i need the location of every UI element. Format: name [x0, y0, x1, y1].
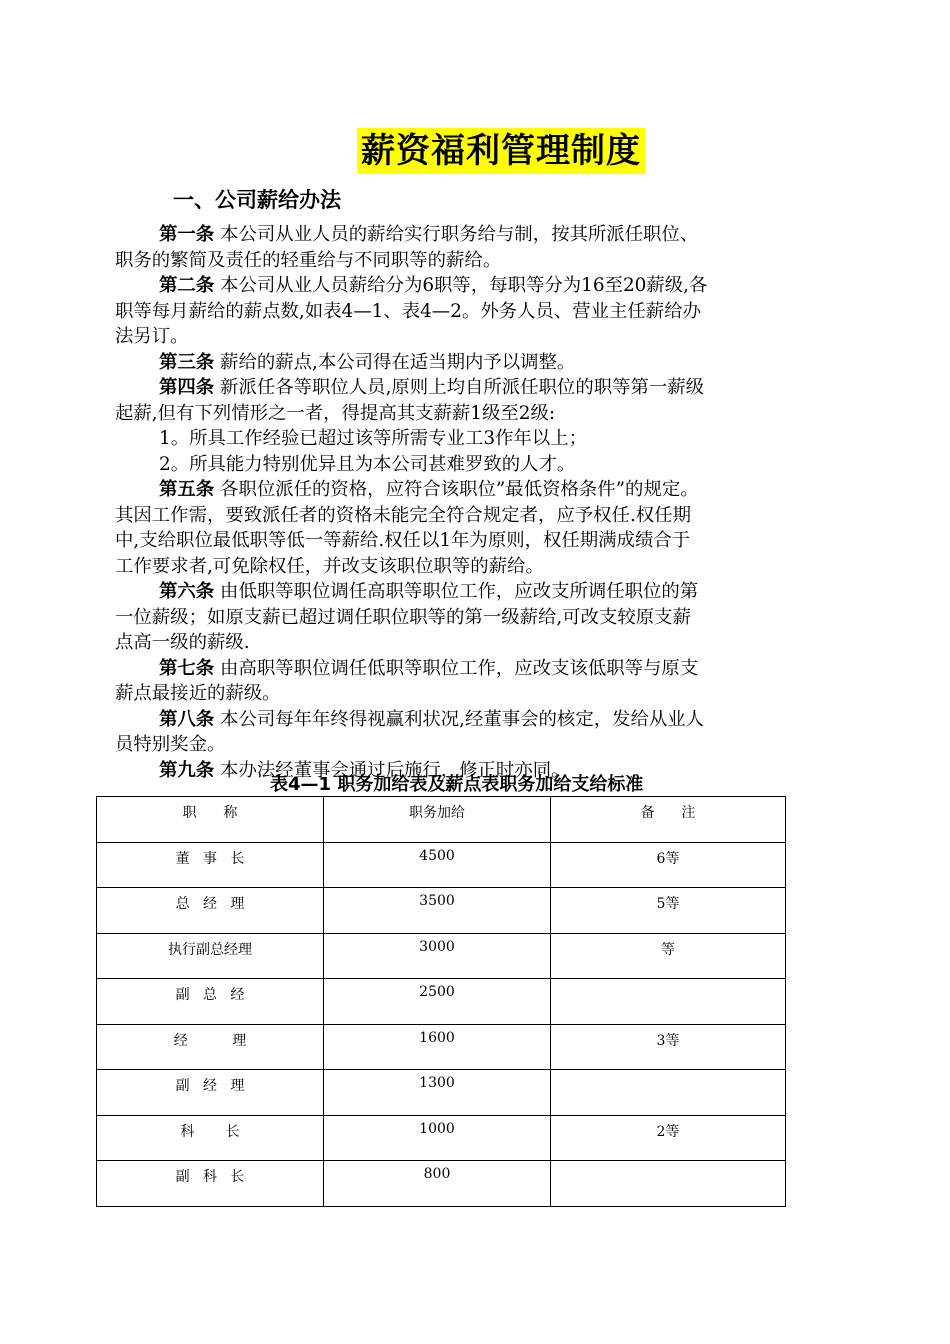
- table-row: [97, 888, 786, 934]
- article-text: 一位薪级；如原支薪已超过调任职位职等的第一级薪给,可改支较原支薪: [115, 606, 691, 628]
- table-cell: 副 总 经: [97, 979, 324, 1025]
- article-line: [115, 656, 833, 682]
- article-text: 薪给的薪点,本公司得在适当期内予以调整。: [220, 351, 576, 373]
- article-text: 本公司每年年终得视赢利状况,经董事会的核定，发给从业人: [220, 708, 705, 730]
- table-cell: 3等: [551, 1024, 786, 1070]
- article-line: [115, 554, 833, 580]
- article-text: 起薪,但有下列情形之一者，得提高其支薪薪1级至2级:: [115, 402, 556, 424]
- article-label: 第六条: [159, 581, 215, 602]
- article-label: 第二条: [159, 275, 215, 296]
- table-cell: 副 经 理: [97, 1070, 324, 1116]
- article-line: [115, 477, 833, 503]
- table-cell: [551, 1070, 786, 1116]
- article-text: 职等每月薪给的薪点数,如表4—1、表4—2。外务人员、营业主任薪给办: [115, 300, 701, 322]
- article-text: 新派任各等职位人员,原则上均自所派任职位的职等第一薪级: [220, 377, 705, 398]
- table-cell: 3500: [324, 888, 551, 934]
- table-row: [97, 1161, 786, 1207]
- article-line: [115, 579, 833, 605]
- table-cell: 2等: [551, 1115, 786, 1161]
- table-cell: 5等: [551, 888, 786, 934]
- article-text: 中,支给职位最低职等低一等薪给.权任以1年为原则，权任期满成绩合于: [115, 530, 691, 551]
- article-label: 第九条: [159, 759, 215, 781]
- article-line: [115, 401, 833, 427]
- article-line: [115, 630, 833, 656]
- article-text: 1。所具工作经验已超过该等所需专业工3作年以上；: [159, 428, 587, 449]
- table-cell: 1300: [324, 1070, 551, 1116]
- article-text: 薪点最接近的薪级。: [115, 683, 281, 704]
- article-label: 第三条: [159, 351, 215, 373]
- article-label: 第一条: [159, 224, 215, 245]
- table-cell: 科 长: [97, 1115, 324, 1161]
- table-row: [97, 842, 786, 888]
- article-line: [115, 222, 833, 248]
- table-cell: 1600: [324, 1024, 551, 1070]
- article-line: [115, 299, 833, 325]
- article-line: [115, 375, 833, 401]
- table-cell: [551, 1161, 786, 1207]
- article-text: 其因工作需，要致派任者的资格未能完全符合规定者，应予权任.权任期: [115, 504, 691, 526]
- article-line: [115, 503, 833, 529]
- article-label: 第四条: [159, 377, 215, 398]
- article-line: [115, 426, 833, 452]
- article-label: 第八条: [159, 708, 215, 730]
- table-cell: 2500: [324, 979, 551, 1025]
- table-cell: 4500: [324, 842, 551, 888]
- table-cell: 800: [324, 1161, 551, 1207]
- table-row: [97, 933, 786, 979]
- article-text: 由低职等职位调任高职等职位工作，应改支所调任职位的第: [220, 581, 699, 602]
- article-line: [115, 324, 833, 350]
- document-title: 薪资福利管理制度: [357, 128, 645, 174]
- articles-body: [115, 222, 833, 783]
- article-line: [115, 707, 833, 733]
- article-text: 本公司从业人员的薪给实行职务给与制，按其所派任职位、: [220, 224, 699, 245]
- article-text: 本公司从业人员薪给分为6职等，每职等分为16至20薪级,各: [220, 275, 708, 296]
- article-text: 2。所具能力特别优异且为本公司甚难罗致的人才。: [159, 453, 576, 475]
- article-text: 工作要求者,可免除权任，并改支该职位职等的薪给。: [115, 555, 544, 577]
- article-text: 由高职等职位调任低职等职位工作，应改支该低职等与原支: [220, 657, 699, 679]
- article-line: [115, 452, 833, 478]
- table-header-row: [97, 797, 786, 843]
- table-row: [97, 1024, 786, 1070]
- table-cell: 执行副总经理: [97, 933, 324, 979]
- table-cell: 3000: [324, 933, 551, 979]
- table-caption: 表4—1 职务加给表及薪点表职务加给支给标准: [270, 774, 644, 795]
- article-text: 各职位派任的资格，应符合该职位”最低资格条件”的规定。: [220, 479, 699, 500]
- article-line: [115, 350, 833, 376]
- table-row: [97, 1070, 786, 1116]
- header-cell: 备 注: [551, 797, 786, 843]
- article-line: [115, 605, 833, 631]
- header-cell: 职务加给: [324, 797, 551, 843]
- table-row: [97, 1115, 786, 1161]
- article-line: [115, 681, 833, 707]
- salary-table: [96, 796, 786, 1207]
- table-cell: 1000: [324, 1115, 551, 1161]
- table-row: [97, 979, 786, 1025]
- article-text: 点高一级的薪级.: [115, 632, 250, 653]
- article-line: [115, 528, 833, 554]
- table-cell: 总 经 理: [97, 888, 324, 934]
- table-cell: 经 理: [97, 1024, 324, 1070]
- table-cell: 6等: [551, 842, 786, 888]
- article-text: 本办法经董事会通过后施行，修正时亦同。: [220, 759, 570, 781]
- article-text: 法另订。: [115, 326, 189, 347]
- section-heading: 一、公司薪给办法: [173, 188, 341, 212]
- table-cell: 等: [551, 933, 786, 979]
- table-cell: [551, 979, 786, 1025]
- article-label: 第五条: [159, 479, 215, 500]
- table-cell: 董 事 长: [97, 842, 324, 888]
- article-line: [115, 248, 833, 274]
- article-line: [115, 273, 833, 299]
- table-cell: 副 科 长: [97, 1161, 324, 1207]
- article-label: 第七条: [159, 657, 215, 679]
- article-line: [115, 732, 833, 758]
- article-text: 员特别奖金。: [115, 734, 226, 755]
- article-text: 职务的繁简及责任的轻重给与不同职等的薪给。: [115, 249, 502, 271]
- header-cell: 职 称: [97, 797, 324, 843]
